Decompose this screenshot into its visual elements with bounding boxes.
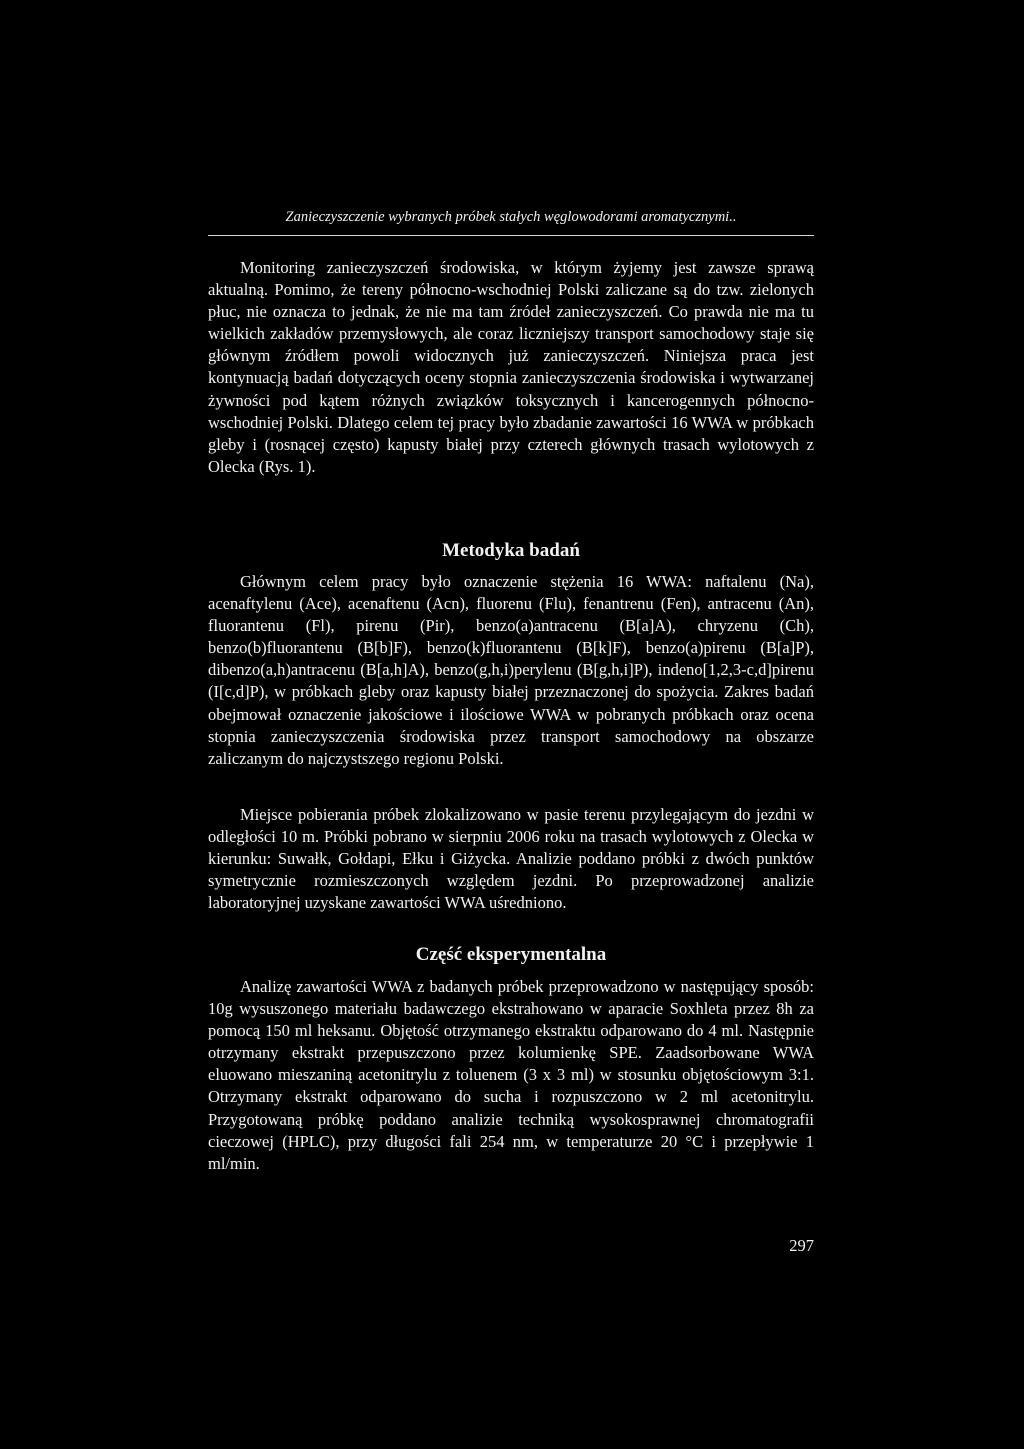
intro-paragraph: Monitoring zanieczyszczeń środowiska, w którym żyjemy jest zawsze sprawą aktualną. Pomimo, że tereny północno-wschodniej Polski zaliczane są do tzw. zielonych płuc, nie oznacza to jednak, że nie ma tam źródeł zanieczyszczeń. Co prawda nie ma tu wielkich zakładów przemysłowych, ale coraz liczniejszy transport samochodowy staje się głównym źródłem powoli widocznych już zanieczyszczeń. Niniejsza praca jest kontynuacją badań dotyczących oceny stopnia zanieczyszczenia środowiska i wytwarzanej żywności pod kątem różnych związków toksycznych i kancerogennych północno-wschodniej Polski. Dlatego celem tej pracy było zbadanie zawartości 16 WWA w próbkach gleby i (rosnącej często) kapusty białej przy czterech głównych trasach wylotowych z Olecka (Rys. 1). [208,258,814,476]
methods-paragraph-2: Miejsce pobierania próbek zlokalizowano w pasie terenu przylegającym do jezdni w odległości 10 m. Próbki pobrano w sierpniu 2006 roku na trasach wylotowych z Olecka w kierunku: Suwałk, Gołdapi, Ełku i Giżycka. Analizie poddano próbki z dwóch punktów symetrycznie rozmieszczonych względem jezdni. Po przeprowadzonej analizie laboratoryjnej uzyskane zawartości WWA uśredniono. [208,805,814,913]
header-divider [208,235,814,236]
methods-paragraph-1: Głównym celem pracy było oznaczenie stężenia 16 WWA: naftalenu (Na), acenaftylenu (Ace), acenaftenu (Acn), fluorenu (Flu), fenantrenu (Fen), antracenu (An), fluorantenu (Fl), pirenu (Pir), benzo(a)antracenu (B[a]A), chryzenu (Ch), benzo(b)fluorantenu (B[b]F), benzo(k)fluorantenu (B[k]F), benzo(a)pirenu (B[a]P), dibenzo(a,h)antracenu (B[a,h]A), benzo(g,h,i)perylenu (B[g,h,i]P), indeno[1,2,3-c,d]pirenu (I[c,d]P), w próbkach gleby oraz kapusty białej przeznaczonej do spożycia. Zakres badań obejmował oznaczenie jakościowe i ilościowe WWA w pobranych próbkach oraz ocena stopnia zanieczyszczenia środowiska przez transport samochodowy na obszarze zaliczanym do najczystszego regionu Polski. [208,572,814,768]
experimental-paragraph-1: Analizę zawartości WWA z badanych próbek przeprowadzono w następujący sposób: 10g wysuszonego materiału badawczego ekstrahowano w aparacie Soxhleta przez 8h za pomocą 150 ml heksanu. Objętość otrzymanego ekstraktu odparowano do 4 ml. Następnie otrzymany ekstrakt przepuszczono przez kolumienkę SPE. Zaadsorbowane WWA eluowano mieszaniną acetonitrylu z toluenem (3 x 3 ml) w stosunku objętościowym 3:1. Otrzymany ekstrakt odparowano do sucha i rozpuszczono w 2 ml acetonitrylu. Przygotowaną próbkę poddano analizie techniką wysokosprawnej chromatografii cieczowej (HPLC), przy długości fali 254 nm, w temperaturze 20 °C i przepływie 1 ml/min. [208,977,814,1173]
page-number: 297 [789,1236,814,1255]
methods-section-title: Metodyka badań [442,540,580,561]
paper-page [208,0,814,1449]
running-header: Zanieczyszczenie wybranych próbek stałych węglowodorami aromatycznymi.. [285,209,737,225]
experimental-section-title: Część eksperymentalna [415,944,607,965]
